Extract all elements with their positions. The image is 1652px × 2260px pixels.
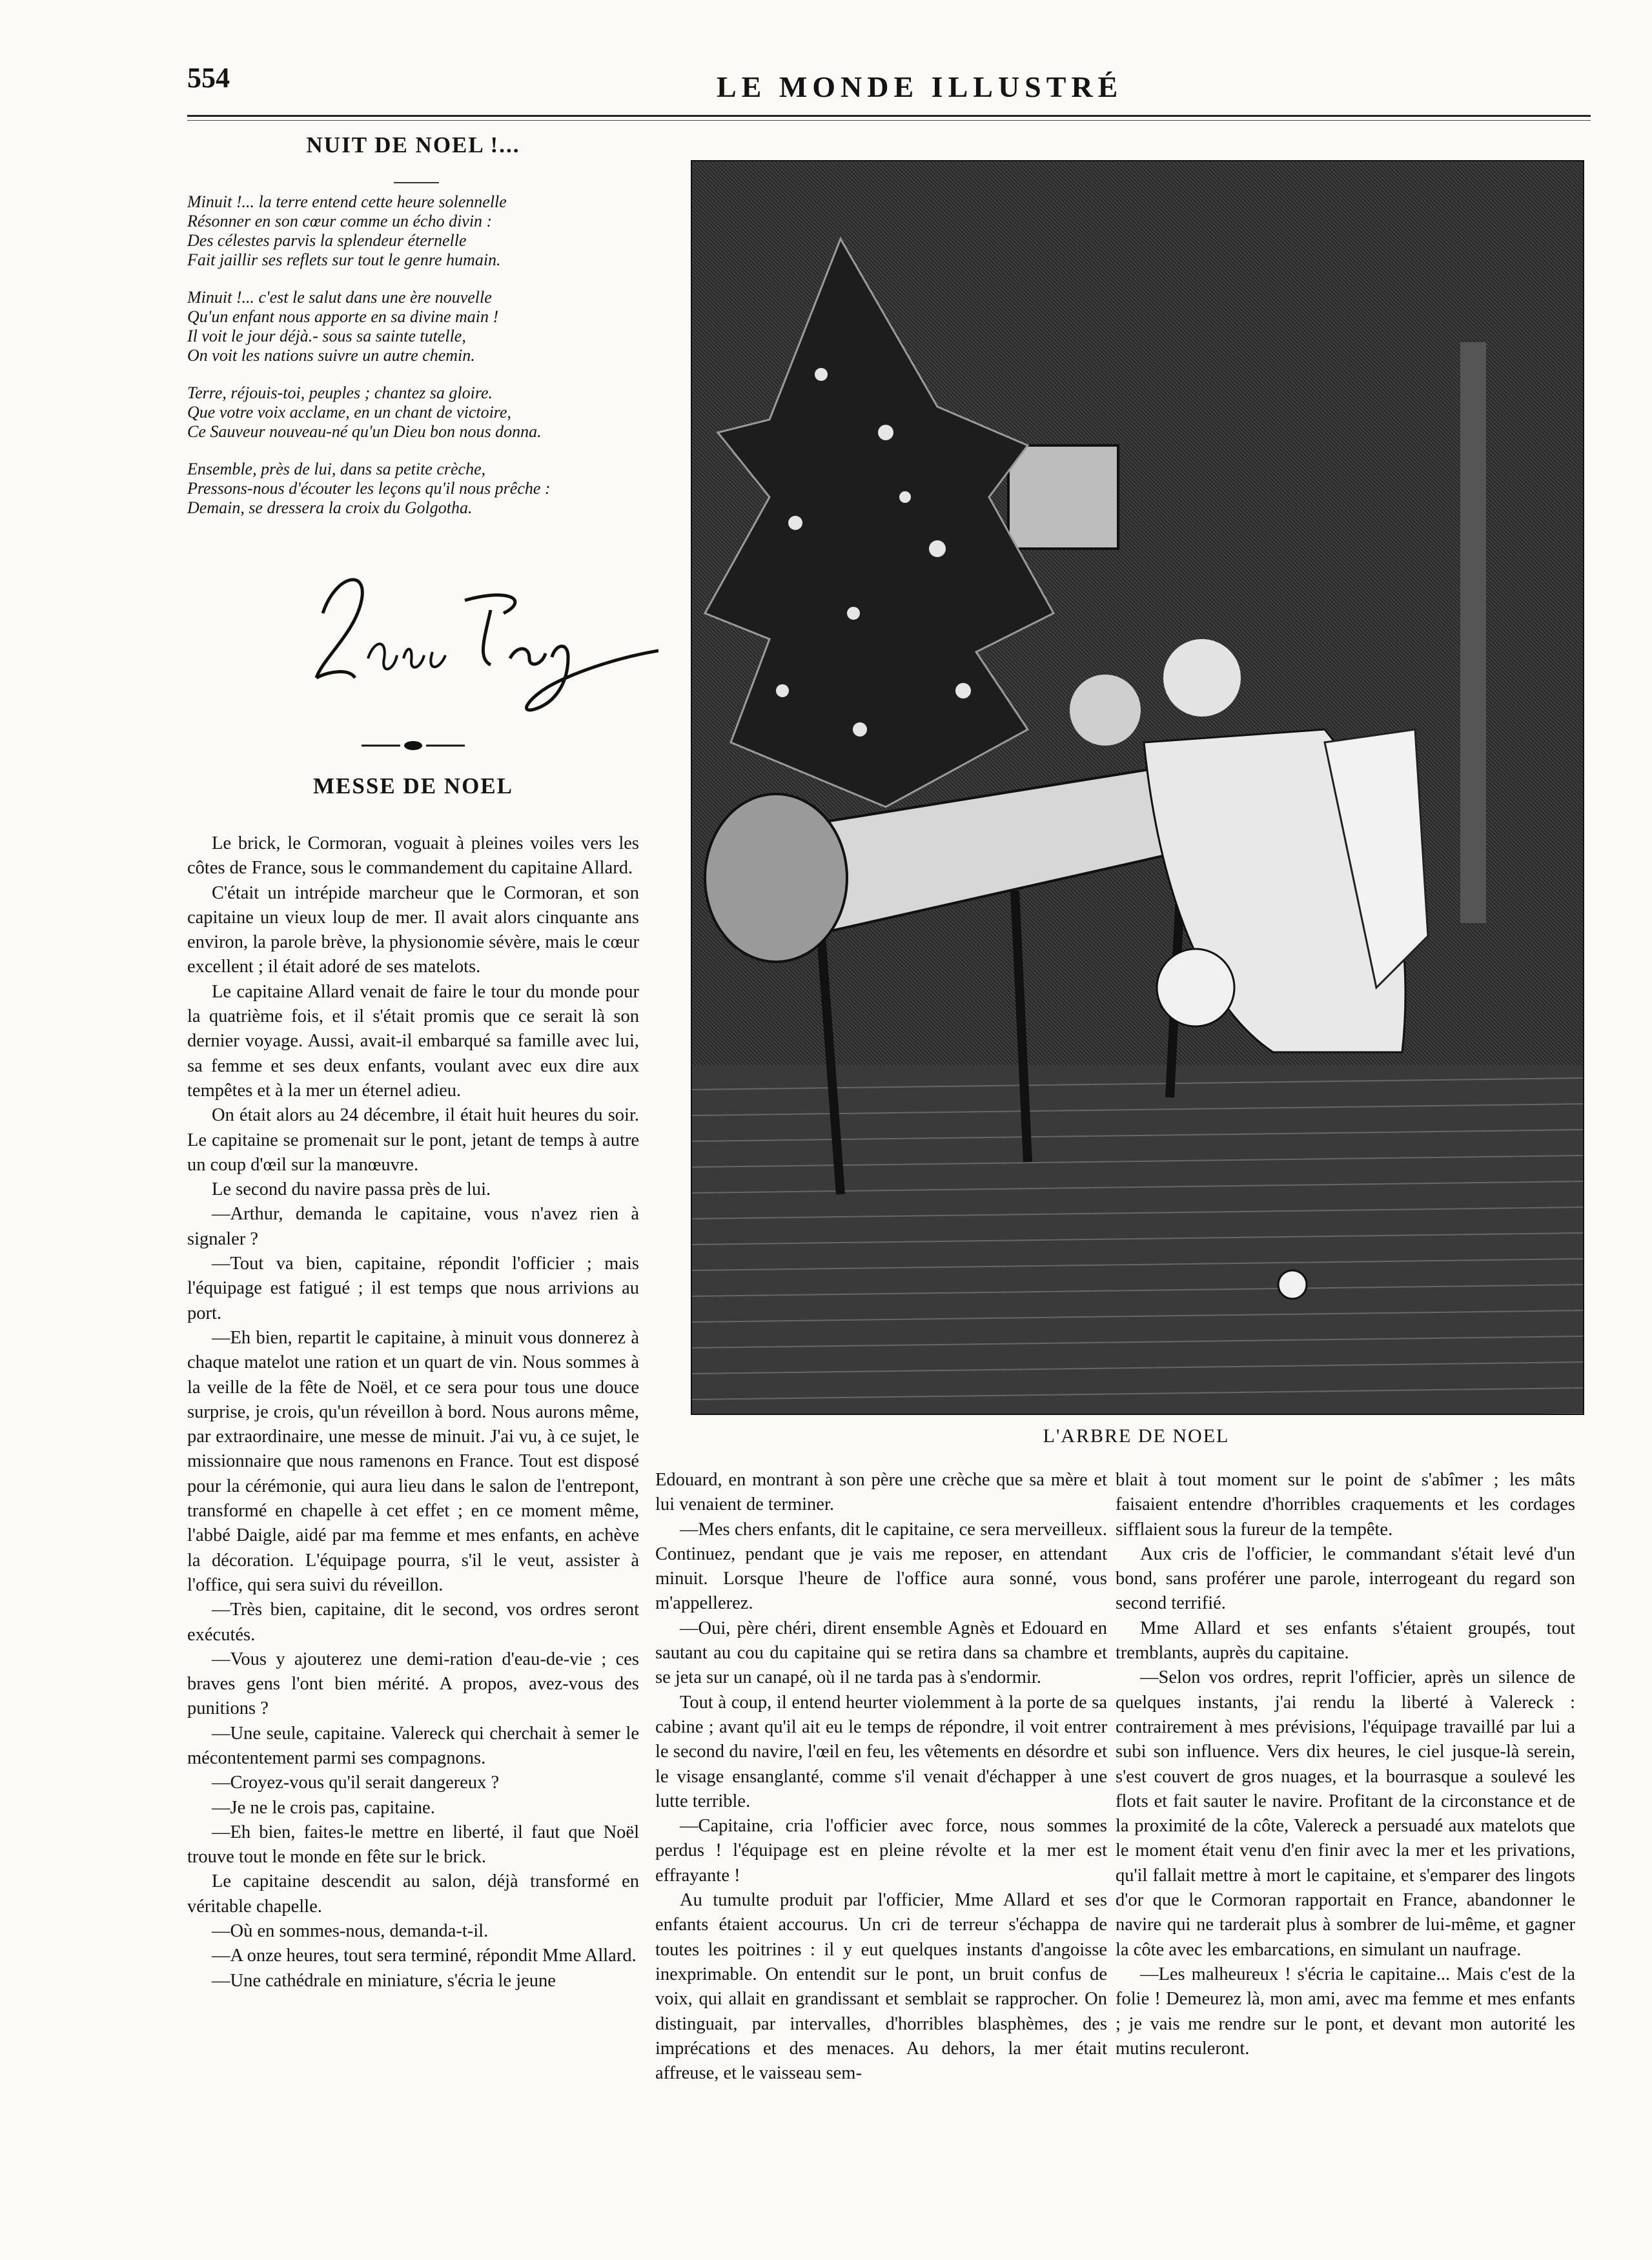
poem-stanza [187,460,652,518]
header-rule-thin [187,120,1591,121]
poem [187,192,652,536]
paragraph: Au tumulte produit par l'officier, Mme Allard et ses enfants étaient accourus. Un cri de terreur s'échappa de toutes les poitrines : il y eut quelques instants d'angoisse inexprimable. On entendit sur le pont, un bruit confus de voix, qui allait en grandissant et semblait se rapprocher. On distinguait, par intervalles, d'horribles blasphèmes, des imprécations et des menaces. Au dehors, la mer était affreuse, et le vaisseau sem- [655,1890,1107,2084]
illustration-caption: L'ARBRE DE NOEL [1043,1425,1230,1447]
poem-line: Des célestes parvis la splendeur éternelle [187,231,467,250]
paragraph: —Arthur, demanda le capitaine, vous n'avez rien à signaler ? [187,1204,639,1249]
poem-line: Ensemble, près de lui, dans sa petite crèche, [187,460,486,478]
paragraph: Le second du navire passa près de lui. [212,1179,491,1200]
poem-line: Minuit !... c'est le salut dans une ère nouvelle [187,288,492,307]
paragraph: —Eh bien, repartit le capitaine, à minuit vous donnerez à chaque matelot une ration et un quart de vin. Nous sommes à la veille de la fête de Noël, et ce sera pour tous une douce surprise, je crois, qu'un réveillon à bord. Nous aurons même, par extraordinaire, une messe de minuit. J'ai vu, à ce sujet, le missionnaire que nous ramenons en France. Tout est disposé pour la cérémonie, qui aura lieu dans le salon de l'entrepont, transformé en chapelle à cet effet ; en ce moment même, l'abbé Daigle, aidé par ma femme et mes enfants, en achève la décoration. L'équipage pourra, s'il le veut, assister à l'office, qui sera suivi du réveillon. [187,1327,639,1595]
poem-title: NUIT DE NOEL !... [306,132,520,158]
poem-line: Terre, réjouis-toi, peuples ; chantez sa gloire. [187,383,493,402]
paragraph: Le capitaine descendit au salon, déjà transformé en véritable chapelle. [187,1871,639,1917]
paragraph: C'était un intrépide marcheur que le Cormoran, et son capitaine un vieux loup de mer. Il avait alors cinquante ans environ, la parole brève, la physionomie sévère, mais le cœur excellent ; il était adoré de ses matelots. [187,882,639,977]
paragraph: —Très bien, capitaine, dit le second, vos ordres seront exécutés. [187,1600,639,1645]
paragraph: —Eh bien, faites-le mettre en liberté, il faut que Noël trouve tout le monde en fête sur le brick. [187,1822,639,1868]
article-column-3 [1116,1468,1575,2061]
paragraph: Le capitaine Allard venait de faire le tour du monde pour la quatrième fois, et il s'était promis que ce serait là son dernier voyage. Aussi, avait-il embarqué sa famille avec lui, sa femme et ses deux enfants, voulant avec eux dire aux tempêtes et à la mer un éternel adieu. [187,981,639,1101]
paragraph: —Oui, père chéri, dirent ensemble Agnès et Edouard en sautant au cou du capitaine qui se retira dans sa chambre et se jeta sur un canapé, où il ne tarda pas à s'endormir. [655,1618,1107,1688]
poem-line: Pressons-nous d'écouter les leçons qu'il nous prêche : [187,479,551,498]
paragraph: On était alors au 24 décembre, il était huit heures du soir. Le capitaine se promenait sur le pont, jetant de temps à autre un coup d'œil sur la manœuvre. [187,1105,639,1175]
article-column-2 [655,1468,1107,2086]
poem-stanza [187,383,652,442]
header-rule [187,115,1591,117]
paragraph: Tout à coup, il entend heurter violemment à la porte de sa cabine ; avant qu'il ait eu le temps de répondre, il voit entrer le second du navire, l'œil en feu, les vêtements en désordre et le visage ensanglanté, comme s'il venait d'échapper à une lutte terrible. [655,1692,1107,1811]
doll [1157,949,1234,1026]
illustration [691,160,1584,1415]
poem-line: Fait jaillir ses reflets sur tout le genre humain. [187,250,501,269]
paragraph: Edouard, en montrant à son père une crèche que sa mère et lui venaient de terminer. [655,1470,1107,1515]
paragraph: —Capitaine, cria l'officier avec force, nous sommes perdus ! l'équipage est en pleine révolte et la mer est effrayante ! [655,1816,1107,1886]
article-title: MESSE DE NOEL [313,773,513,799]
paragraph: —Où en sommes-nous, demanda-t-il. [212,1921,489,1942]
page-number: 554 [187,62,230,94]
ball [1278,1270,1307,1299]
paragraph: —A onze heures, tout sera terminé, répondit Mme Allard. [212,1946,637,1966]
ornament-divider [362,739,465,752]
paragraph: blait à tout moment sur le point de s'abîmer ; les mâts faisaient entendre d'horribles craquements et les cordages sifflaient sous la fureur de la tempête. [1116,1470,1575,1540]
paragraph: —Une seule, capitaine. Valereck qui cherchait à semer le mécontentement parmi ses compagnons. [187,1723,639,1768]
paragraph: —Selon vos ordres, reprit l'officier, après un silence de quelques instants, j'ai rendu la liberté à Valereck : contrairement à mes prévisions, l'équipage travaillé par lui a subi son influence. Vers dix heures, le ciel jusque-là serein, s'est couvert de gros nuages, et la bourrasque a soulevé les flots et fait sauter le navire. Profitant de la circonstance et de la proximité de la côte, Valereck a persuadé aux matelots que le moment était venu d'en finir avec la mer et les privations, qu'il fallait mettre à mort le capitaine, et s'emparer des lingots d'or que le Cormoran rapportait en France, abandonner le navire qui ne tarderait plus à sombrer de lui-même, et gagner la côte avec les embarcations, en simulant un naufrage. [1116,1667,1575,1960]
poem-stanza [187,192,652,270]
paragraph: —Une cathédrale en miniature, s'écria le jeune [212,1970,556,1991]
floor [692,1065,1583,1414]
stove [1460,342,1486,923]
poem-line: Résonner en son cœur comme un écho divin : [187,212,493,230]
poem-line: Minuit !... la terre entend cette heure solennelle [187,192,507,211]
paragraph: Mme Allard et ses enfants s'étaient groupés, tout tremblants, auprès du capitaine. [1116,1618,1575,1664]
paragraph: Le brick, le Cormoran, voguait à pleines voiles vers les côtes de France, sous le commandement du capitaine Allard. [187,833,639,879]
signature [297,562,658,729]
poem-line: Il voit le jour déjà.- sous sa sainte tutelle, [187,327,466,345]
paragraph: —Les malheureux ! s'écria le capitaine... Mais c'est de la folie ! Demeurez là, mon ami, avec ma femme et mes enfants ; je vais me rendre sur le pont, et devant mon autorité les mutins reculeront. [1116,1964,1575,2059]
paragraph: —Tout va bien, capitaine, répondit l'officier ; mais l'équipage est fatigué ; il est temps que nous arrivions au port. [187,1254,639,1323]
paragraph: —Je ne le crois pas, capitaine. [212,1797,435,1818]
poem-line: On voit les nations suivre un autre chemin. [187,346,475,365]
poem-stanza [187,288,652,365]
article-column-1 [187,831,639,1993]
masthead: LE MONDE ILLUSTRÉ [717,70,1123,103]
paragraph: Aux cris de l'officier, le commandant s'était levé d'un bond, sans proférer une parole, interrogeant du regard son second terrifié. [1116,1543,1575,1614]
basket [705,794,847,962]
title-divider [394,182,439,183]
paragraph: —Mes chers enfants, dit le capitaine, ce sera merveilleux. Continuez, pendant que je vais me reposer, en attendant minuit. Lorsque l'heure de l'office aura sonné, vous m'appellerez. [655,1519,1107,1614]
wall-panel [1008,445,1118,549]
poem-line: Qu'un enfant nous apporte en sa divine main ! [187,307,499,326]
paragraph: —Croyez-vous qu'il serait dangereux ? [212,1773,500,1793]
poem-line: Demain, se dressera la croix du Golgotha. [187,498,473,517]
poem-line: Ce Sauveur nouveau-né qu'un Dieu bon nous donna. [187,422,542,441]
paragraph: —Vous y ajouterez une demi-ration d'eau-de-vie ; ces braves gens l'ont bien mérité. A propos, avez-vous des punitions ? [187,1649,639,1719]
poem-line: Que votre voix acclame, en un chant de victoire, [187,403,511,422]
